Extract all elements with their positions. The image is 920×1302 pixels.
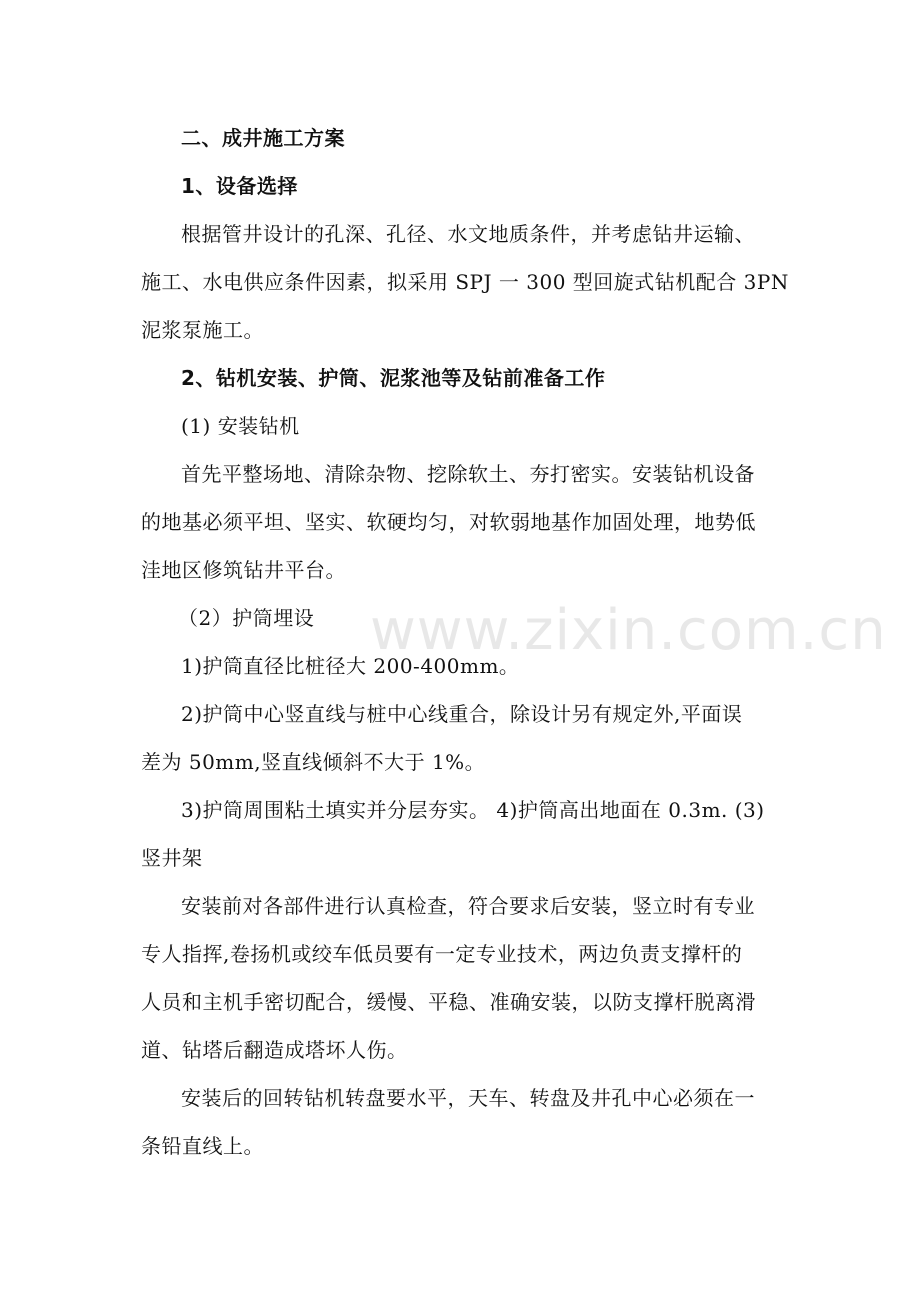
section-heading: 二、成井施工方案: [181, 126, 345, 150]
paragraph-line: 泥浆泵施工。: [141, 318, 264, 342]
paragraph-line: 施工、水电供应条件因素，拟采用 SPJ 一 300 型回旋式钻机配合 3PN: [141, 270, 789, 294]
paragraph-line: 道、钻塔后翻造成塔坏人伤。: [141, 1038, 408, 1062]
paragraph-line: 根据管井设计的孔深、孔径、水文地质条件，并考虑钻井运输、: [181, 222, 755, 246]
paragraph-line: 人员和主机手密切配合，缓慢、平稳、准确安装，以防支撑杆脱离滑: [141, 990, 756, 1014]
paragraph-line: 的地基必须平坦、坚实、软硬均匀，对软弱地基作加固处理，地势低: [141, 510, 756, 534]
paragraph-line: 首先平整场地、清除杂物、挖除软土、夯打密实。安装钻机设备: [181, 462, 755, 486]
paragraph-line: 安装前对各部件进行认真检查，符合要求后安装，竖立时有专业: [181, 894, 755, 918]
list-item-continued: 差为 50mm,竖直线倾斜不大于 1%。: [141, 750, 486, 774]
list-item-continued: 竖井架: [141, 846, 203, 870]
list-item: 1)护筒直径比桩径大 200-400mm。: [181, 654, 520, 678]
list-item: 3)护筒周围粘土填实并分层夯实。 4)护筒高出地面在 0.3m. (3): [181, 798, 765, 822]
paragraph-line: 洼地区修筑钻井平台。: [141, 558, 346, 582]
list-item: 2)护筒中心竖直线与桩中心线重合，除设计另有规定外,平面误: [181, 702, 743, 726]
paragraph-line: 专人指挥,卷扬机或绞车低员要有一定专业技术，两边负责支撑杆的: [141, 942, 743, 966]
watermark: www.zixin.com.cn: [370, 598, 887, 663]
sub-heading-install-rig: (1) 安装钻机: [181, 414, 300, 438]
sub-heading-casing: （2）护筒埋设: [178, 606, 315, 630]
subsection-heading-equipment: 1、设备选择: [181, 174, 298, 198]
paragraph-line: 安装后的回转钻机转盘要水平，天车、转盘及井孔中心必须在一: [181, 1086, 755, 1110]
paragraph-line: 条铅直线上。: [141, 1134, 264, 1158]
subsection-heading-rig-install: 2、钻机安装、护筒、泥浆池等及钻前准备工作: [181, 366, 606, 390]
